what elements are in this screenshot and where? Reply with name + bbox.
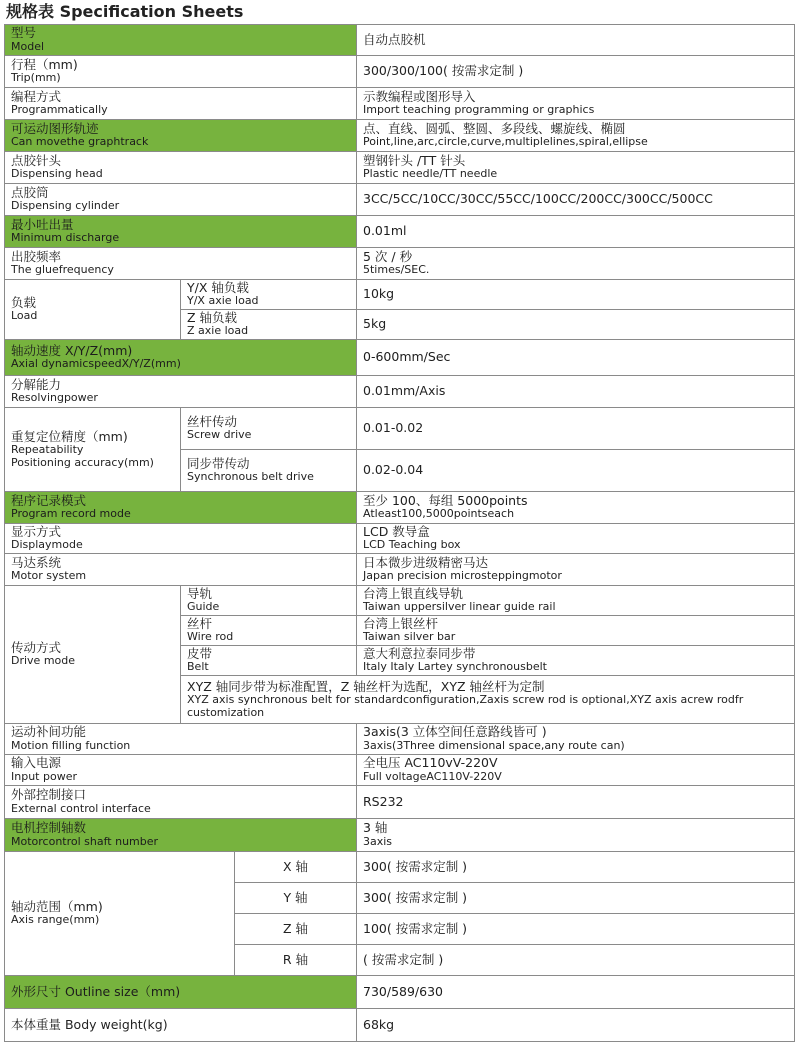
row-filling — [5, 724, 795, 755]
label-cell: 可运动图形轨迹 Can movethe graphtrack — [5, 120, 357, 152]
axis-label-cell: X 轴 — [235, 852, 357, 883]
row-trip — [5, 56, 795, 88]
label-cell: 负载 Load — [5, 280, 181, 340]
row-display — [5, 524, 795, 554]
value-cell: 100( 按需求定制 ) — [357, 914, 795, 945]
label-cell: 分解能力 Resolvingpower — [5, 376, 357, 408]
sub-label-cell: 皮带 Belt — [181, 646, 357, 676]
label-cell: 出胶频率 The gluefrequency — [5, 248, 357, 280]
row-model — [5, 25, 795, 56]
value-cell: 塑钢针头 /TT 针头 Plastic needle/TT needle — [357, 152, 795, 184]
value-cell: 0.01ml — [357, 216, 795, 248]
spec-table — [4, 24, 795, 1042]
value-cell: 300( 按需求定制 ) — [357, 883, 795, 914]
sub-label-cell: Z 轴负载 Z axie load — [181, 310, 357, 340]
label-cell: 重复定位精度（mm) Repeatability Positioning accuracy(mm) — [5, 408, 181, 492]
label-cell: 输入电源 Input power — [5, 755, 357, 786]
row-frequency — [5, 248, 795, 280]
value-cell: 3axis(3 立体空间任意路线皆可 ) 3axis(3Three dimensional space,any route can) — [357, 724, 795, 755]
value-cell: 台湾上银丝杆 Taiwan silver bar — [357, 616, 795, 646]
row-discharge — [5, 216, 795, 248]
row-outline — [5, 976, 795, 1009]
value-cell: 0-600mm/Sec — [357, 340, 795, 376]
row-cylinder — [5, 184, 795, 216]
value-cell: 全电压 AC110vV-220V Full voltageAC110V-220V — [357, 755, 795, 786]
note-cell: XYZ 轴同步带为标准配置，Z 轴丝杆为选配，XYZ 轴丝杆为定制 XYZ axis synchronous belt for standardconfiguration,Zaxis screw rod is optional,XYZ axis acrew rodfr customization — [181, 676, 795, 724]
sub-label-cell: 同步带传动 Synchronous belt drive — [181, 450, 357, 492]
row-range-x — [5, 852, 795, 883]
value-cell: 730/589/630 — [357, 976, 795, 1009]
value-cell: 10kg — [357, 280, 795, 310]
value-cell: 台湾上银直线导轨 Taiwan uppersilver linear guide rail — [357, 586, 795, 616]
row-interface — [5, 786, 795, 819]
label-cell: 运动补间功能 Motion filling function — [5, 724, 357, 755]
value-cell: 3 轴 3axis — [357, 819, 795, 852]
value-cell: 5kg — [357, 310, 795, 340]
row-speed — [5, 340, 795, 376]
label-cell: 马达系统 Motor system — [5, 554, 357, 586]
label-cell: 轴动速度 X/Y/Z(mm) Axial dynamicspeedX/Y/Z(mm) — [5, 340, 357, 376]
row-record — [5, 492, 795, 524]
label-cell: 外形尺寸 Outline size（mm) — [5, 976, 357, 1009]
value-cell: 3CC/5CC/10CC/30CC/55CC/100CC/200CC/300CC/500CC — [357, 184, 795, 216]
value-cell: LCD 教导盒 LCD Teaching box — [357, 524, 795, 554]
value-cell: 点、直线、圆弧、整圆、多段线、螺旋线、椭圆 Point,line,arc,circle,curve,multiplelines,spiral,ellipse — [357, 120, 795, 152]
axis-label-cell: R 轴 — [235, 945, 357, 976]
row-graphtrack — [5, 120, 795, 152]
row-load-yx — [5, 280, 795, 310]
row-drive-guide — [5, 586, 795, 616]
row-shafts — [5, 819, 795, 852]
value-cell: 至少 100、每组 5000points Atleast100,5000pointseach — [357, 492, 795, 524]
value-cell: ( 按需求定制 ) — [357, 945, 795, 976]
sub-label-cell: 导轨 Guide — [181, 586, 357, 616]
axis-label-cell: Y 轴 — [235, 883, 357, 914]
row-resolving — [5, 376, 795, 408]
row-programming — [5, 88, 795, 120]
label-cell: 最小吐出量 Minimum discharge — [5, 216, 357, 248]
label-cell: 行程（mm) Trip(mm) — [5, 56, 357, 88]
value-cell: 日本微步进级精密马达 Japan precision microsteppingmotor — [357, 554, 795, 586]
label-cell: 轴动范围（mm) Axis range(mm) — [5, 852, 235, 976]
label-cell: 本体重量 Body weight(kg) — [5, 1009, 357, 1042]
row-repeat-screw — [5, 408, 795, 450]
label-cell: 型号 Model — [5, 25, 357, 56]
value-cell: 示教编程或图形导入 Import teaching programming or graphics — [357, 88, 795, 120]
label-cell: 点胶筒 Dispensing cylinder — [5, 184, 357, 216]
value-cell: 68kg — [357, 1009, 795, 1042]
row-weight — [5, 1009, 795, 1042]
label-cell: 编程方式 Programmatically — [5, 88, 357, 120]
value-cell: 5 次 / 秒 5times/SEC. — [357, 248, 795, 280]
sub-label-cell: 丝杆 Wire rod — [181, 616, 357, 646]
label-cell: 电机控制轴数 Motorcontrol shaft number — [5, 819, 357, 852]
row-power — [5, 755, 795, 786]
value-cell: 0.01-0.02 — [357, 408, 795, 450]
label-cell: 外部控制接口 External control interface — [5, 786, 357, 819]
value-cell: 300/300/100( 按需求定制 ) — [357, 56, 795, 88]
sub-label-cell: 丝杆传动 Screw drive — [181, 408, 357, 450]
label-cell: 传动方式 Drive mode — [5, 586, 181, 724]
value-cell: RS232 — [357, 786, 795, 819]
row-head — [5, 152, 795, 184]
sub-label-cell: Y/X 轴负载 Y/X axie load — [181, 280, 357, 310]
page-title: 规格表 Specification Sheets — [6, 2, 244, 21]
label-cell: 程序记录模式 Program record mode — [5, 492, 357, 524]
value-cell: 自动点胶机 — [357, 25, 795, 56]
label-cell: 显示方式 Displaymode — [5, 524, 357, 554]
value-cell: 0.02-0.04 — [357, 450, 795, 492]
value-cell: 意大利意拉泰同步带 Italy Italy Lartey synchronousbelt — [357, 646, 795, 676]
axis-label-cell: Z 轴 — [235, 914, 357, 945]
label-cell: 点胶针头 Dispensing head — [5, 152, 357, 184]
value-cell: 300( 按需求定制 ) — [357, 852, 795, 883]
row-motor — [5, 554, 795, 586]
value-cell: 0.01mm/Axis — [357, 376, 795, 408]
